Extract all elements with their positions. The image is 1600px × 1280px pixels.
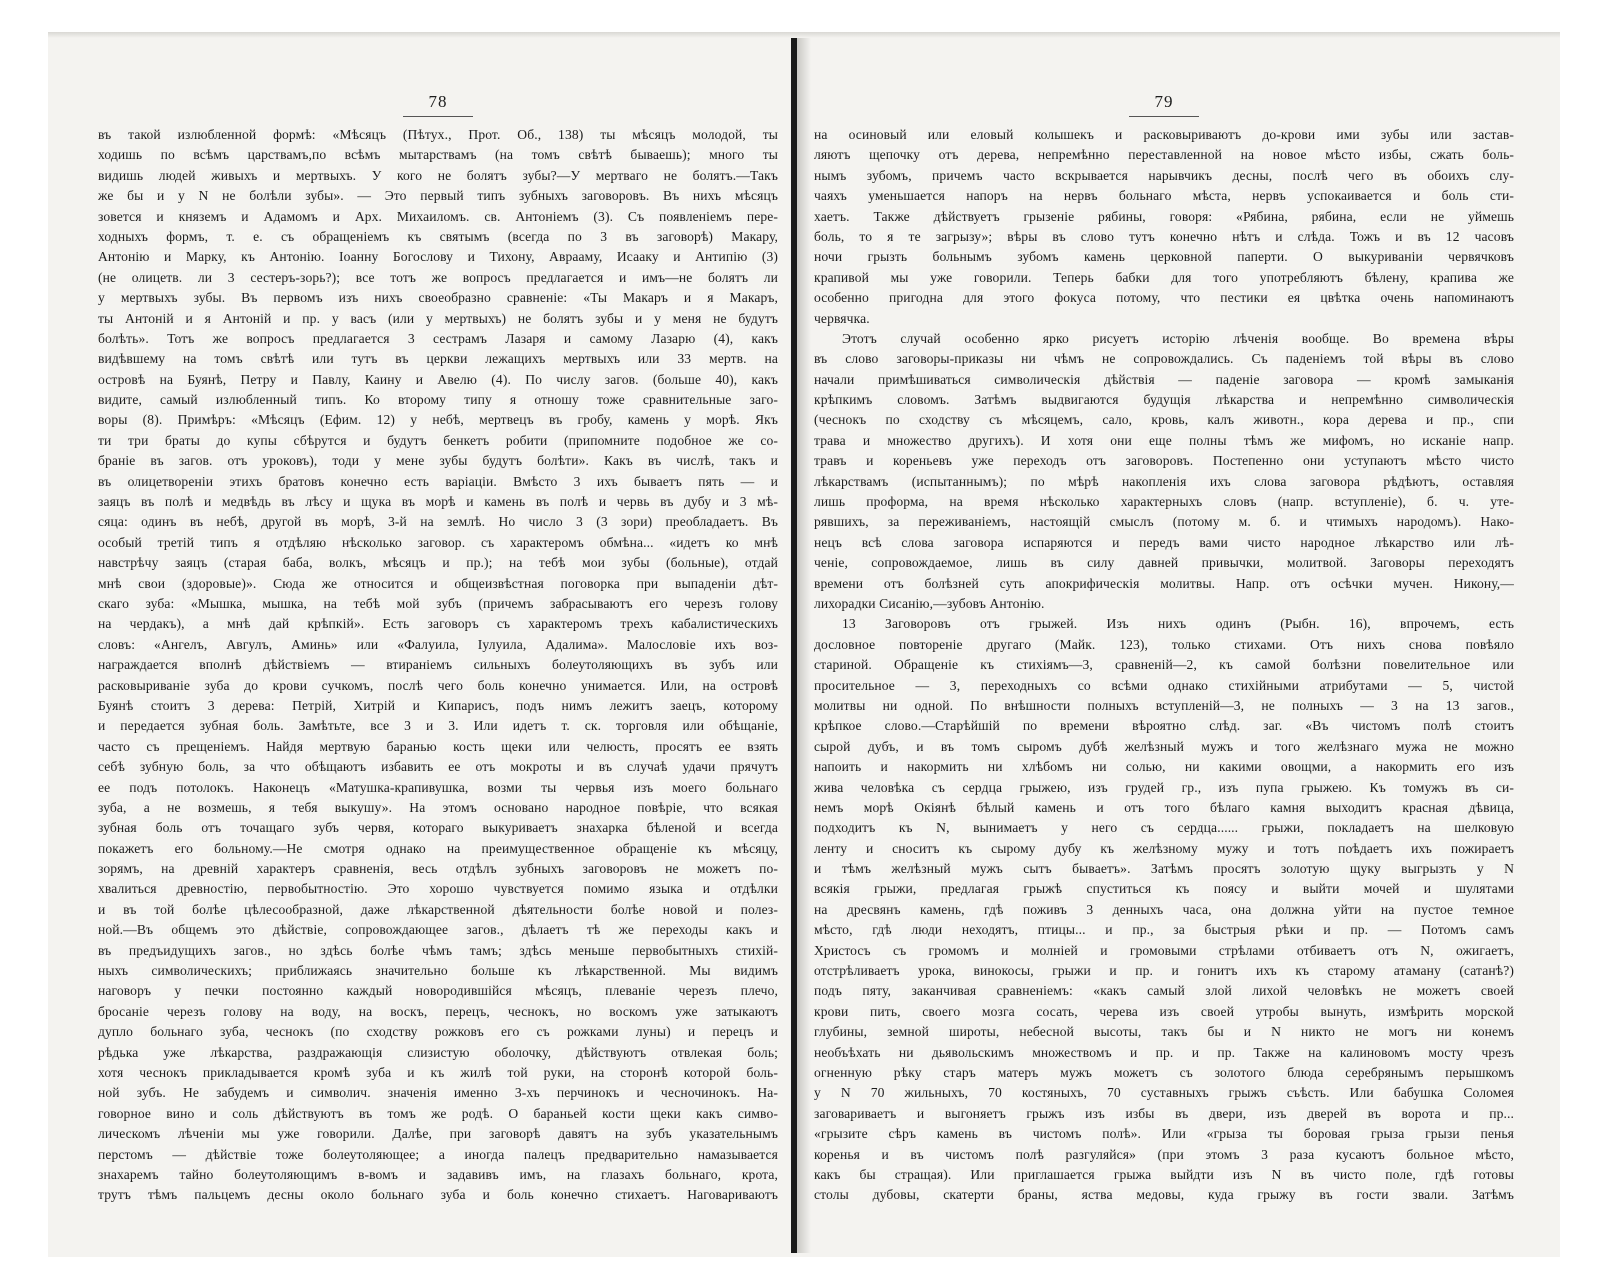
text-line: награждается вполнѣ дѣйствіемъ — втираніемъ сильныхъ болеутоляющихъ въ зубъ или [98,657,778,673]
text-line: Антонію и Марку, къ Антонію. Іоанну Богослову и Тихону, Аврааму, Исааку и Антипію (3) [98,249,778,265]
text-line: зовется и княземъ и Адамомъ и Арх. Михаиломъ. св. Антоніемъ (3). Съ появленіемъ пере- [98,208,778,224]
text-line: лишь проформа, на время нѣсколько характерныхъ словъ (напр. вступленіе), б. ч. уте- [814,494,1514,510]
text-line: скаго зуба: «Мышка, мышка, на тебѣ мой зубъ (причемъ забрасываютъ его черезъ голову [98,595,778,611]
text-line: себѣ зубную боль, за что обѣщаютъ избавить ее отъ мокроты и въ случаѣ удачи прячутъ [98,759,778,775]
text-line: особенно пригодна для этого фокуса потому, что пестики ея цвѣтка очень напоминаютъ [814,290,1514,306]
text-line: крови пить, своего мозга сосать, черева изъ своей утробы вынуть, измѣрить морской [814,1003,1514,1019]
text-line: зуба, а не возмешь, я тебя выкушу». На этомъ основано народное повѣріе, что всякая [98,799,778,815]
text-line: часто съ прещеніемъ. Найдя мертвую баранью кость щеки или челюсть, просятъ ее взять [98,738,778,754]
text-line: сырой дубъ, и въ томъ сыромъ дубѣ желѣзный мужъ и того желѣзнаго мужа не можно [814,738,1514,754]
text-line: мнѣ свои (здоровые)». Сюда же относится и общеизвѣстная поговорка при выпаденіи дѣт- [98,575,778,591]
right-page [814,90,1514,1206]
text-line: и передается зубная боль. Замѣтьте, все 3 и 3. Или идетъ т. ск. торговля или обѣщаніе, [98,718,778,734]
text-line: въ предъидущихъ загов., но здѣсь болѣе чѣмъ тамъ; здѣсь меньше первобытныхъ стихій- [98,942,778,958]
text-line: болѣть». Тотъ же вопросъ предлагается 3 сестрамъ Лазаря и самому Лазарю (4), какъ [98,330,778,346]
text-line: ной зубъ. Не забудемъ и символич. значенія именно 3-хъ перчинокъ и чесночинокъ. На- [98,1085,778,1101]
text-line: необъѣхать ни дьявольскимъ множествомъ и пр. и пр. Также на калиновомъ мосту чрезъ [814,1044,1514,1060]
right-page-number-rule [1129,116,1199,117]
text-line: (чеснокъ по сходству съ мѣсяцемъ, сало, кровь, калъ животн., кора дерева и пр., спи [814,412,1514,428]
text-line: знахаремъ тайно болеутоляющимъ в-вомъ и задавивъ имъ, на глазахъ больнаго, крота, [98,1166,778,1182]
text-line: наговоръ у печки постоянно каждый новородившійся мѣсяцъ, плеваніе черезъ плечо, [98,983,778,999]
text-line: боль, то я те загрызу»; вѣры въ слово тутъ конечно нѣтъ и слѣда. Тожъ и въ 12 часовъ [814,228,1514,244]
text-line: сяца: одинъ въ небѣ, другой въ морѣ, 3-й на землѣ. Но число 3 (3 зори) преобладаетъ. Въ [98,514,778,530]
text-line: расковыриваніе зуба до крови сучкомъ, послѣ чего боль конечно унимается. Или, на островѣ [98,677,778,693]
text-line: Этотъ случай особенно ярко рисуетъ исторію лѣченія вообще. Во времена вѣры [842,330,1514,346]
text-line: столы дубовы, скатерти браны, яства медовы, куда грыжу въ гости звали. Затѣмъ [814,1187,1514,1203]
text-line: ти три браты до купы сбѣрутся и будутъ бенкетъ робити (припомните подобное же со- [98,432,778,448]
text-line: стариной. Обращеніе къ стихіямъ—3, сравненій—2, къ самой болѣзни повелительное или [814,657,1514,673]
text-line: 13 Заговоровъ отъ грыжей. Изъ нихъ одинъ (Рыбн. 16), впрочемъ, есть [842,616,1514,632]
text-line: хвалиться древностію, первобытностію. Это хорошо чувствуется помимо языка и отдѣлки [98,881,778,897]
text-line: немъ морѣ Окіянѣ бѣлый камень и отъ того бѣлаго камня выходитъ красная дѣвица, [814,799,1514,815]
text-line: дословное повтореніе другаго (Майк. 123), только стихами. Отъ нихъ снова повѣяло [814,636,1514,652]
text-line: лическомъ лѣченіи мы уже говорили. Далѣе, при заговорѣ давятъ на зубъ указательнымъ [98,1126,778,1142]
text-line: въ олицетвореніи этихъ братовъ конечно есть варіаціи. Вмѣсто 3 ихъ бываетъ пять — и [98,473,778,489]
text-line: видите, самый излюбленный типъ. Ко второму типу я отношу тоже сравнительные заго- [98,392,778,408]
text-line: начали примѣшиваться символическія дѣйствія — паденіе заговора — кромѣ замыканія [814,371,1514,387]
text-line: ной.—Въ общемъ это дѣйствіе, сопровождающее загов., дѣлаетъ тѣ же переходы какъ и [98,922,778,938]
text-line: лихорадки Сисанію,—зубовъ Антонію. [814,595,1045,611]
text-line: ленту и сноситъ къ сырому дубу къ желѣзному мужу и тотъ поѣдаетъ ихъ пожираетъ [814,840,1514,856]
text-line: воры (8). Примѣръ: «Мѣсяцъ (Ефим. 12) у небѣ, мертвецъ въ гробу, камень у морѣ. Якъ [98,412,778,428]
text-line: травъ и кореньевъ уже переходъ отъ заговоровъ. Постепенно они уступаютъ мѣсто чисто [814,453,1514,469]
text-line: на осиновый или еловый колышекъ и расковыриваютъ до-крови ими зубы или застав- [814,127,1514,142]
text-line: навстрѣчу заяцъ (старая баба, волкъ, мѣсяцъ и пр.); на тебѣ мои зубы (больные), отдай [98,555,778,571]
text-line: какъ бы стращая). Или приглашается грыжа выйдти изъ N въ чисто поле, гдѣ готовы [814,1166,1514,1182]
text-line: жива человѣка съ сердца грыжею, изъ грудей гр., изъ пупа грыжею. Къ томужъ въ си- [814,779,1514,795]
text-line: покажетъ его больному.—Не смотря однако на преимущественное обращеніе къ мѣсяцу, [98,840,778,856]
text-line: крѣпкимъ словомъ. Затѣмъ выдвигаются будущія лѣкарства и непремѣнно символическія [814,392,1514,408]
text-line: крапивой мы уже говорили. Теперь бабки для того употребляютъ бѣлену, крапива же [814,269,1514,285]
text-line: рѣдька уже лѣкарства, раздражающія слизистую оболочку, дѣйствуютъ отвлекая боль; [98,1044,778,1060]
left-page-number-rule [403,116,473,117]
text-line: въ такой излюбленной формѣ: «Мѣсяцъ (Пѣтух., Прот. Об., 138) ты мѣсяцъ молодой, ты [98,127,778,142]
text-line: коренья и въ чистомъ полѣ разгуляйся» (при этомъ 3 раза кусаютъ больное мѣсто, [814,1146,1514,1162]
text-line: и въ той болѣе цѣлесообразной, даже лѣкарственной дѣятельности болѣе новой и полез- [98,901,778,917]
left-page-number: 78 [428,92,448,111]
text-line: трутъ тѣмъ пальцемъ десны около больнаго зуба и боль конечно стихаетъ. Наговариваютъ [98,1187,778,1203]
text-line: ходныхъ формъ, т. е. съ обращеніемъ къ святымъ (всегда по 3 въ заговорѣ) Макару, [98,228,778,244]
text-line: нымъ зубомъ, причемъ часто вскрывается нарывчикъ десны, послѣ чего въ обоихъ слу- [814,167,1514,183]
text-line: зорямъ, на древній характеръ сравненія, весь отдѣлъ зубныхъ заговоровъ не можетъ по- [98,861,778,877]
text-line: и тѣмъ желѣзный мужъ сытъ бываетъ». Затѣмъ просятъ золотую щуку выгрызть у N [814,861,1514,877]
text-line: глубины, земной широты, небесной высоты, такъ бы и N никто не могъ ни конемъ [814,1024,1514,1040]
text-line: трава и множество другихъ). И хотя они еще полны тѣмъ же мифомъ, но исканіе напр. [814,432,1514,448]
right-page-text [814,125,1514,1206]
text-line: огненную рѣку старъ матеръ мужъ можетъ съ золотого блюда серебрянымъ перышкомъ [814,1064,1514,1080]
text-line: на дресвянъ камень, гдѣ поживъ 3 денныхъ часа, она должна уйти на пустое темное [814,901,1514,917]
text-line: зубная боль отъ точащаго зубъ червя, котораго выкуриваетъ знахарка бѣленой и всегда [98,820,778,836]
text-line: отстрѣливаетъ урока, винокосы, грыжи и пр. и гонитъ ихъ къ старому атаману (сатанѣ?) [814,963,1514,979]
right-page-number: 79 [1154,92,1174,111]
text-line: островѣ на Буянѣ, Петру и Павлу, Каину и Авелю (4). По числу загов. (больше 40), какъ [98,371,778,387]
text-line: же бы и у N не болѣли зубы». — Это первый типъ зубныхъ заговоровъ. Въ нихъ мѣсяцъ [98,188,778,204]
text-line: заговариваетъ и выгоняетъ грыжъ изъ избы въ двери, изъ дверей въ ворота и пр... [814,1105,1514,1121]
text-line: особый третій типъ я отдѣляю нѣсколько заговор. съ характеромъ обмѣна... «идетъ ко мнѣ [98,534,778,550]
text-line: молитвы ни одной. По внѣшности полныхъ вступленій—3, не полныхъ — 3 на 13 загов., [814,697,1514,713]
text-line: всякія грыжи, предлагая грыжѣ спуститься къ поясу и выйти мочей и шулятами [814,881,1514,897]
text-line: подъ пяту, заканчивая сравненіемъ: «какъ самый злой лихой человѣкъ не можетъ своей [814,983,1514,999]
text-line: Буянѣ стоитъ 3 дерева: Петрій, Хитрій и Кипарисъ, подъ нимъ лежитъ заецъ, которому [98,697,778,713]
text-line: видишь людей живыхъ и мертвыхъ. У кого не болятъ зубы?—У мертваго не болятъ.—Такъ [98,167,778,183]
text-line: ее подъ потолокъ. Наконецъ «Матушка-крапивушка, возми ты червья изъ моего больнаго [98,779,778,795]
text-line: лѣкарствамъ (испытаннымъ); по мѣрѣ накопленія ихъ слова заговора рѣдѣютъ, оставляя [814,473,1514,489]
text-line: дупло больнаго зуба, чеснокъ (по сходству рожковъ его съ рожками луны) и перецъ и [98,1024,778,1040]
text-line: (не олицетв. ли 3 сестеръ-зорь?); все тотъ же вопросъ предлагается и имъ—не болятъ ли [98,269,778,285]
text-line: на чердакъ), а мнѣ дай крѣпкій». Есть заговоръ съ характеромъ трехъ кабалистическихъ [98,616,778,632]
text-line: браніе въ загов. отъ уроковъ), тоди у мене зубы будутъ болѣти». Какъ въ числѣ, такъ и [98,453,778,469]
left-page [98,90,778,1206]
text-line: «грызите сѣръ камень въ чистомъ полѣ». Или «грыза ты боровая грыза грызи пенья [814,1126,1514,1142]
text-line: мѣсто, гдѣ люди неходятъ, птицы... и пр., за быстрыя рѣки и пр. — Потомъ самъ [814,922,1514,938]
text-line: заяцъ въ полѣ и медвѣдь въ лѣсу и щука въ морѣ и камень въ полѣ и червь въ дубу и 3 мѣ- [98,494,778,510]
gutter-shadow [797,38,811,1253]
text-line: червячка. [814,310,870,326]
text-line: видѣвшему на томъ свѣтѣ или тутъ въ церкви лежащихъ мертвыхъ или 33 мертв. на [98,351,778,367]
text-line: словъ: «Ангелъ, Авгулъ, Аминь» или «Фалуила, Іулуила, Адалима». Малословіе ихъ воз- [98,636,778,652]
text-line: говорное вино и соль дѣйствуютъ въ томъ же родѣ. О бараньей кости щеки какъ симво- [98,1105,778,1121]
text-line: перстомъ — дѣйствіе тоже болеутоляющее; а иногда палецъ предварительно намазывается [98,1146,778,1162]
text-line: ты Антоній и я Антоній и пр. у васъ (или у мертвыхъ) не болятъ зубы и у меня не будутъ [98,310,778,326]
text-line: у N 70 жильныхъ, 70 костяныхъ, 70 суставныхъ грыжъ съѣсть. Или бабушка Соломея [814,1085,1514,1101]
text-line: ченіе, сопровождаемое, лишь въ силу давней привычки, молитвой. Заговоры переходятъ [814,555,1514,571]
book-spread-scan [48,32,1560,1257]
text-line: хотя чеснокъ прикладывается кромѣ зуба и къ жилѣ той руки, на сторонѣ которой боль- [98,1064,778,1080]
text-line: хаетъ. Также дѣйствуетъ грызеніе рябины, говоря: «Рябина, рябина, если не уймешь [814,208,1514,224]
text-line: ляютъ щепочку отъ дерева, непремѣнно переставленной на новое мѣсто избы, сжать боль- [814,147,1514,163]
text-line: просительное — 3, переходныхъ со всѣми однако стихійными атрибутами — 5, чистой [814,677,1514,693]
text-line: ныхъ символическихъ; приближаясь значительно больше къ лѣкарственной. Мы видимъ [98,963,778,979]
text-line: рявшихъ, за переживаніемъ, настоящій смыслъ (потому м. б. и чтимыхъ народомъ). Нако- [814,514,1514,530]
text-line: чаяхъ уменьшается напоръ на нервъ больнаго мѣста, нервъ успокаивается и боль сти- [814,188,1514,204]
text-line: у мертвыхъ зубы. Въ первомъ изъ нихъ своеобразно сравненіе: «Ты Макаръ и я Макаръ, [98,290,778,306]
text-line: напоить и накормить ни хлѣбомъ ни солью, ни какими овощми, а накормить его изъ [814,759,1514,775]
text-line: нецъ всѣ слова заговора испаряются и передъ вами чисто народное лѣкарство или лѣ- [814,534,1514,550]
text-line: въ слово заговоры-приказы ни чѣмъ не сопровождались. Съ паденіемъ той вѣры въ слово [814,351,1514,367]
text-line: подходитъ къ N, вынимаетъ у него съ сердца...... грыжи, покладаетъ на шелковую [814,820,1514,836]
left-page-text [98,125,778,1206]
text-line: бросаніе черезъ голову на воду, на воскъ, перецъ, чеснокъ, но воскомъ уже затыкаютъ [98,1003,778,1019]
text-line: времени отъ болѣзней суть апокрифическія молитвы. Напр. отъ осѣчки мучен. Никону,— [814,575,1514,591]
text-line: ночи грызть больнымъ зубомъ камень церковной паперти. О выкуриваніи червячковъ [814,249,1514,265]
text-line: ходишь по всѣмъ царствамъ,по всѣмъ мытарствамъ (на томъ свѣтѣ бываешь); много ты [98,147,778,163]
text-line: крѣпкое слово.—Старѣйшій по времени вѣроятно слѣд. заг. «Въ чистомъ полѣ стоитъ [814,718,1514,734]
text-line: Христосъ съ громомъ и молніей и громовыми стрѣлами отбиваетъ отъ N, ожигаетъ, [814,942,1514,958]
